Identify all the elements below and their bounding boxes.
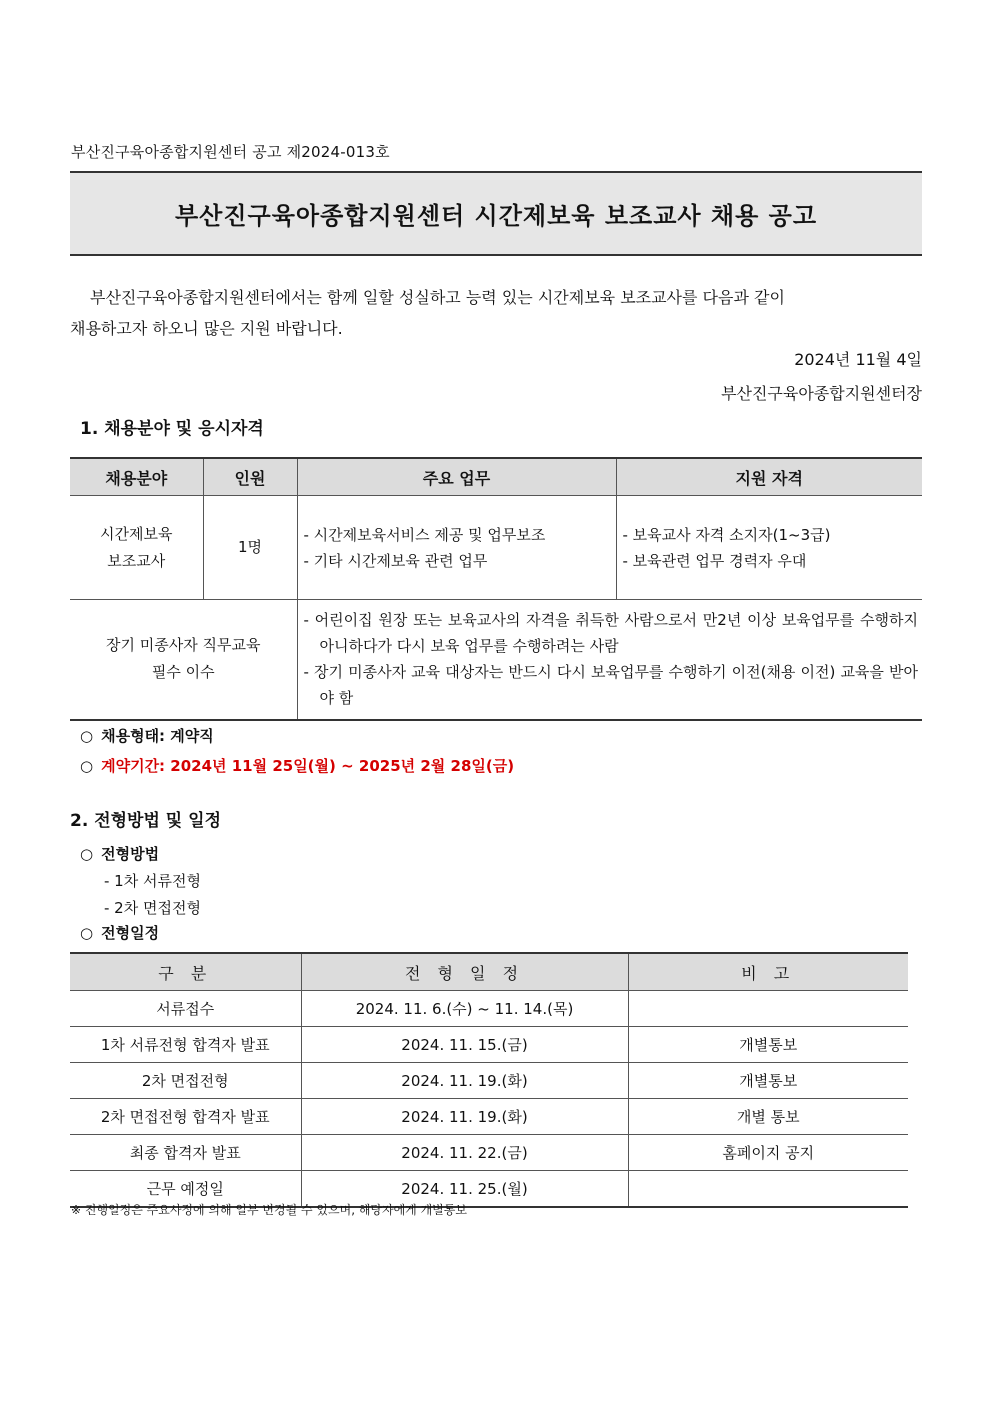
header-remarks: 비 고: [628, 953, 908, 991]
employment-type: [80, 725, 214, 746]
intro-paragraph: [70, 282, 922, 344]
schedule-category: 1차 서류전형 합격자 발표: [70, 1027, 301, 1063]
recruitment-table: [70, 457, 922, 721]
notice-date: 2024년 11월 4일: [794, 350, 922, 369]
duty-item: - 기타 시간제보육 관련 업무: [303, 551, 488, 570]
issuer-name: 부산진구육아종합지원센터장: [721, 384, 922, 403]
schedule-row: [70, 991, 908, 1027]
training-label-cell: [70, 600, 297, 720]
header-qualifications: 지원 자격: [616, 458, 922, 496]
selection-schedule-label: [80, 922, 159, 943]
schedule-date: 2024. 11. 19.(화): [301, 1063, 628, 1099]
count-cell: 1명: [203, 496, 297, 600]
qualification-item: - 보육관련 업무 경력자 우대: [622, 551, 807, 570]
qualifications-cell: [616, 496, 922, 600]
footnote: ※ 진행일정은 주요사정에 의해 일부 변경될 수 있으며, 해당자에게 개별통보: [71, 1203, 467, 1217]
training-note: - 장기 미종사자 교육 대상자는 반드시 다시 보육업무를 수행하기 이전(채용 이전) 교육을 받아야 함: [303, 663, 918, 708]
field-line-2: 보조교사: [107, 551, 166, 570]
contract-period-text: 계약기간: 2024년 11월 25일(월) ~ 2025년 2월 28일(금): [101, 757, 515, 775]
schedule-category: 최종 합격자 발표: [70, 1135, 301, 1171]
section-1-heading: 1. 채용분야 및 응시자격: [80, 419, 264, 439]
training-notes-cell: [297, 600, 922, 720]
schedule-date: 2024. 11. 25.(월): [301, 1171, 628, 1208]
schedule-date: 2024. 11. 19.(화): [301, 1099, 628, 1135]
recruitment-row: [70, 496, 922, 600]
schedule-row: [70, 1063, 908, 1099]
intro-line-2: 채용하고자 하오니 많은 지원 바랍니다.: [70, 319, 343, 338]
training-row: [70, 600, 922, 720]
intro-line-1: 부산진구육아종합지원센터에서는 함께 일할 성실하고 능력 있는 시간제보육 보조교사를 다음과 같이: [90, 288, 785, 307]
method-item: - 1차 서류전형: [104, 872, 201, 890]
duty-item: - 시간제보육서비스 제공 및 업무보조: [303, 525, 546, 544]
header-schedule: 전 형 일 정: [301, 953, 628, 991]
schedule-category: 근무 예정일: [70, 1171, 301, 1208]
section-2-heading: 2. 전형방법 및 일정: [70, 811, 221, 831]
schedule-header-row: [70, 953, 908, 991]
training-note: - 어린이집 원장 또는 보육교사의 자격을 취득한 사람으로서 만2년 이상 보육업무를 수행하지 아니하다가 다시 보육 업무를 수행하려는 사람: [303, 611, 918, 656]
header-duties: 주요 업무: [297, 458, 616, 496]
qualification-item: - 보육교사 자격 소지자(1~3급): [622, 525, 831, 544]
header-category: 구 분: [70, 953, 301, 991]
schedule-category: 서류접수: [70, 991, 301, 1027]
schedule-category: 2차 면접전형: [70, 1063, 301, 1099]
selection-schedule-text: 전형일정: [101, 924, 160, 942]
schedule-remark: 개별통보: [628, 1063, 908, 1099]
employment-type-text: 채용형태: 계약직: [101, 727, 214, 745]
schedule-date: 2024. 11. 15.(금): [301, 1027, 628, 1063]
schedule-remark: 개별통보: [628, 1027, 908, 1063]
schedule-remark: [628, 991, 908, 1027]
schedule-row: [70, 1135, 908, 1171]
bullet-icon: ○: [80, 727, 94, 745]
bullet-icon: ○: [80, 924, 94, 942]
schedule-table: [70, 952, 908, 1208]
field-cell: [70, 496, 203, 600]
selection-method-text: 전형방법: [101, 845, 160, 863]
duties-cell: [297, 496, 616, 600]
schedule-category: 2차 면접전형 합격자 발표: [70, 1099, 301, 1135]
schedule-date: 2024. 11. 6.(수) ~ 11. 14.(목): [301, 991, 628, 1027]
contract-period: [80, 755, 514, 776]
bullet-icon: ○: [80, 757, 94, 775]
schedule-date: 2024. 11. 22.(금): [301, 1135, 628, 1171]
training-label-line-2: 필수 이수: [151, 663, 215, 682]
training-label-line-1: 장기 미종사자 직무교육: [106, 636, 261, 655]
header-field: 채용분야: [70, 458, 203, 496]
schedule-remark: [628, 1171, 908, 1208]
page-title: 부산진구육아종합지원센터 시간제보육 보조교사 채용 공고: [70, 171, 922, 256]
recruitment-header-row: [70, 458, 922, 496]
schedule-remark: 홈페이지 공지: [628, 1135, 908, 1171]
bullet-icon: ○: [80, 845, 94, 863]
schedule-row: [70, 1027, 908, 1063]
field-line-1: 시간제보육: [100, 524, 173, 543]
schedule-row: [70, 1099, 908, 1135]
method-item: - 2차 면접전형: [104, 899, 201, 917]
notice-number: 부산진구육아종합지원센터 공고 제2024-013호: [71, 143, 390, 161]
header-count: 인원: [203, 458, 297, 496]
selection-method-label: [80, 843, 159, 864]
schedule-remark: 개별 통보: [628, 1099, 908, 1135]
